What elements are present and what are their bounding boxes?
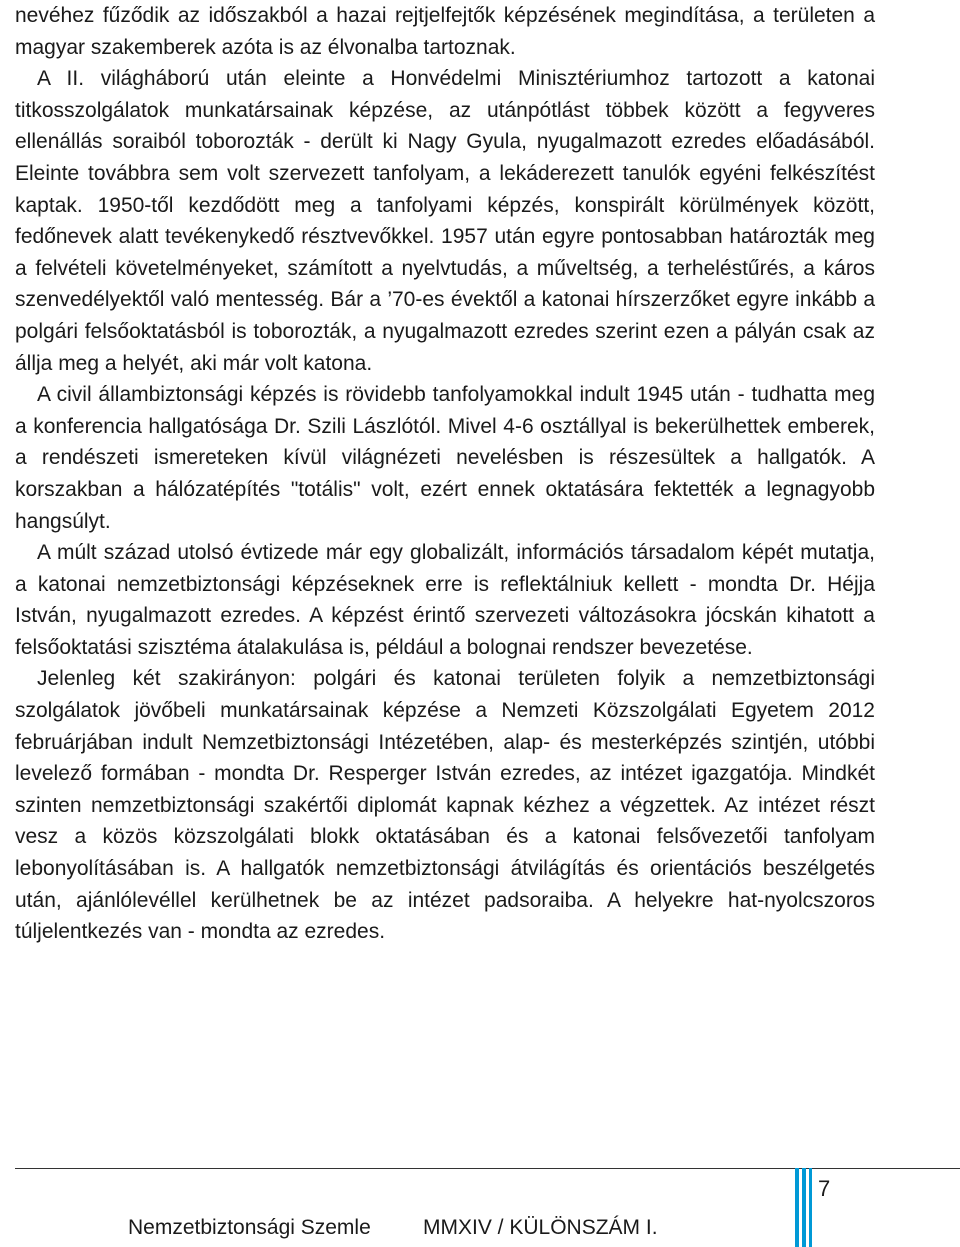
paragraph: nevéhez fűződik az időszakból a hazai rejtjelfejtők képzésének megindítása, a területen a magyar szakemberek azóta is az élvonalba tartoznak. <box>15 4 875 59</box>
paragraph: A civil állambiztonsági képzés is rövidebb tanfolyamokkal indult 1945 után - tudhatta meg a konferencia hallgatósága Dr. Szili Lászlótól. Mivel 4-6 osztállyal is bekerülhettek emberek, a rendészeti ismereteken kívül világnézeti nevelésben is részesültek a hallgatók. A korszakban a hálózatépítés "totális" volt, ezért ennek oktatására fektették a legnagyobb hangsúlyt. <box>15 383 875 533</box>
footer-divider <box>15 1168 960 1169</box>
issue-label: MMXIV / KÜLÖNSZÁM I. <box>423 1216 658 1239</box>
journal-title: Nemzetbiztonsági Szemle <box>128 1216 371 1239</box>
footer-accent-bars <box>795 1168 815 1247</box>
accent-bar <box>795 1168 799 1247</box>
paragraph: Jelenleg két szakirányon: polgári és katonai területen folyik a nemzetbiztonsági szolgálatok jövőbeli munkatársainak képzése a Nemzeti Közszolgálati Egyetem 2012 februárjában indult Nemzetbiztonsági Intézetében, alap- és mesterképzés szintjén, utóbbi levelező formában - mondta Dr. Resperger István ezredes, az intézet igazgatója. Mindkét szinten nemzetbiztonsági szakértői diplomát kapnak kézhez a végzettek. Az intézet részt vesz a közös közszolgálati blokk oktatásában és a katonai felsővezetői tanfolyam lebonyolításában is. A hallgatók nemzetbiztonsági átvilágítás és orientációs beszélgetés után, ajánlólevéllel kerülhetnek be az intézet padsoraiba. A helyekre hat-nyolcszoros túljelentkezés van - mondta az ezredes. <box>15 667 875 944</box>
article-body <box>15 0 875 948</box>
paragraph: A múlt század utolsó évtizede már egy globalizált, információs társadalom képét mutatja, a katonai nemzetbiztonsági képzéseknek erre is reflektálniuk kellett - mondta Dr. Héjja István, nyugalmazott ezredes. A képzést érintő szervezeti változásokra jócskán kihatott a felsőoktatási szisztéma átalakulása is, például a bolognai rendszer bevezetése. <box>15 541 875 659</box>
page-number: 7 <box>818 1176 831 1201</box>
paragraph: A II. világháború után eleinte a Honvédelmi Minisztériumhoz tartozott a katonai titkosszolgálatok munkatársainak képzése, az utánpótlást többek között a fegyveres ellenállás soraiból toborozták - derült ki Nagy Gyula, nyugalmazott ezredes előadásából. Eleinte továbbra sem volt szervezett tanfolyam, a lekáderezett tanulók egyéni felkészítést kaptak. 1950-től kezdődött meg a tanfolyami képzés, konspirált körülmények között, fedőnevek alatt tevékenykedő résztvevőkkel. 1957 után egyre pontosabban határozták meg a felvételi követelményeket, számított a nyelvtudás, a műveltség, a terheléstűrés, a káros szenvedélyektől való mentesség. Bár a ’70-es évektől a katonai hírszerzőket egyre inkább a polgári felsőoktatásból is toborozták, a nyugalmazott ezredes szerint ezen a pályán csak az állja meg a helyét, aki már volt katona. <box>15 67 875 375</box>
accent-bar <box>802 1168 806 1247</box>
accent-bar <box>809 1168 812 1247</box>
